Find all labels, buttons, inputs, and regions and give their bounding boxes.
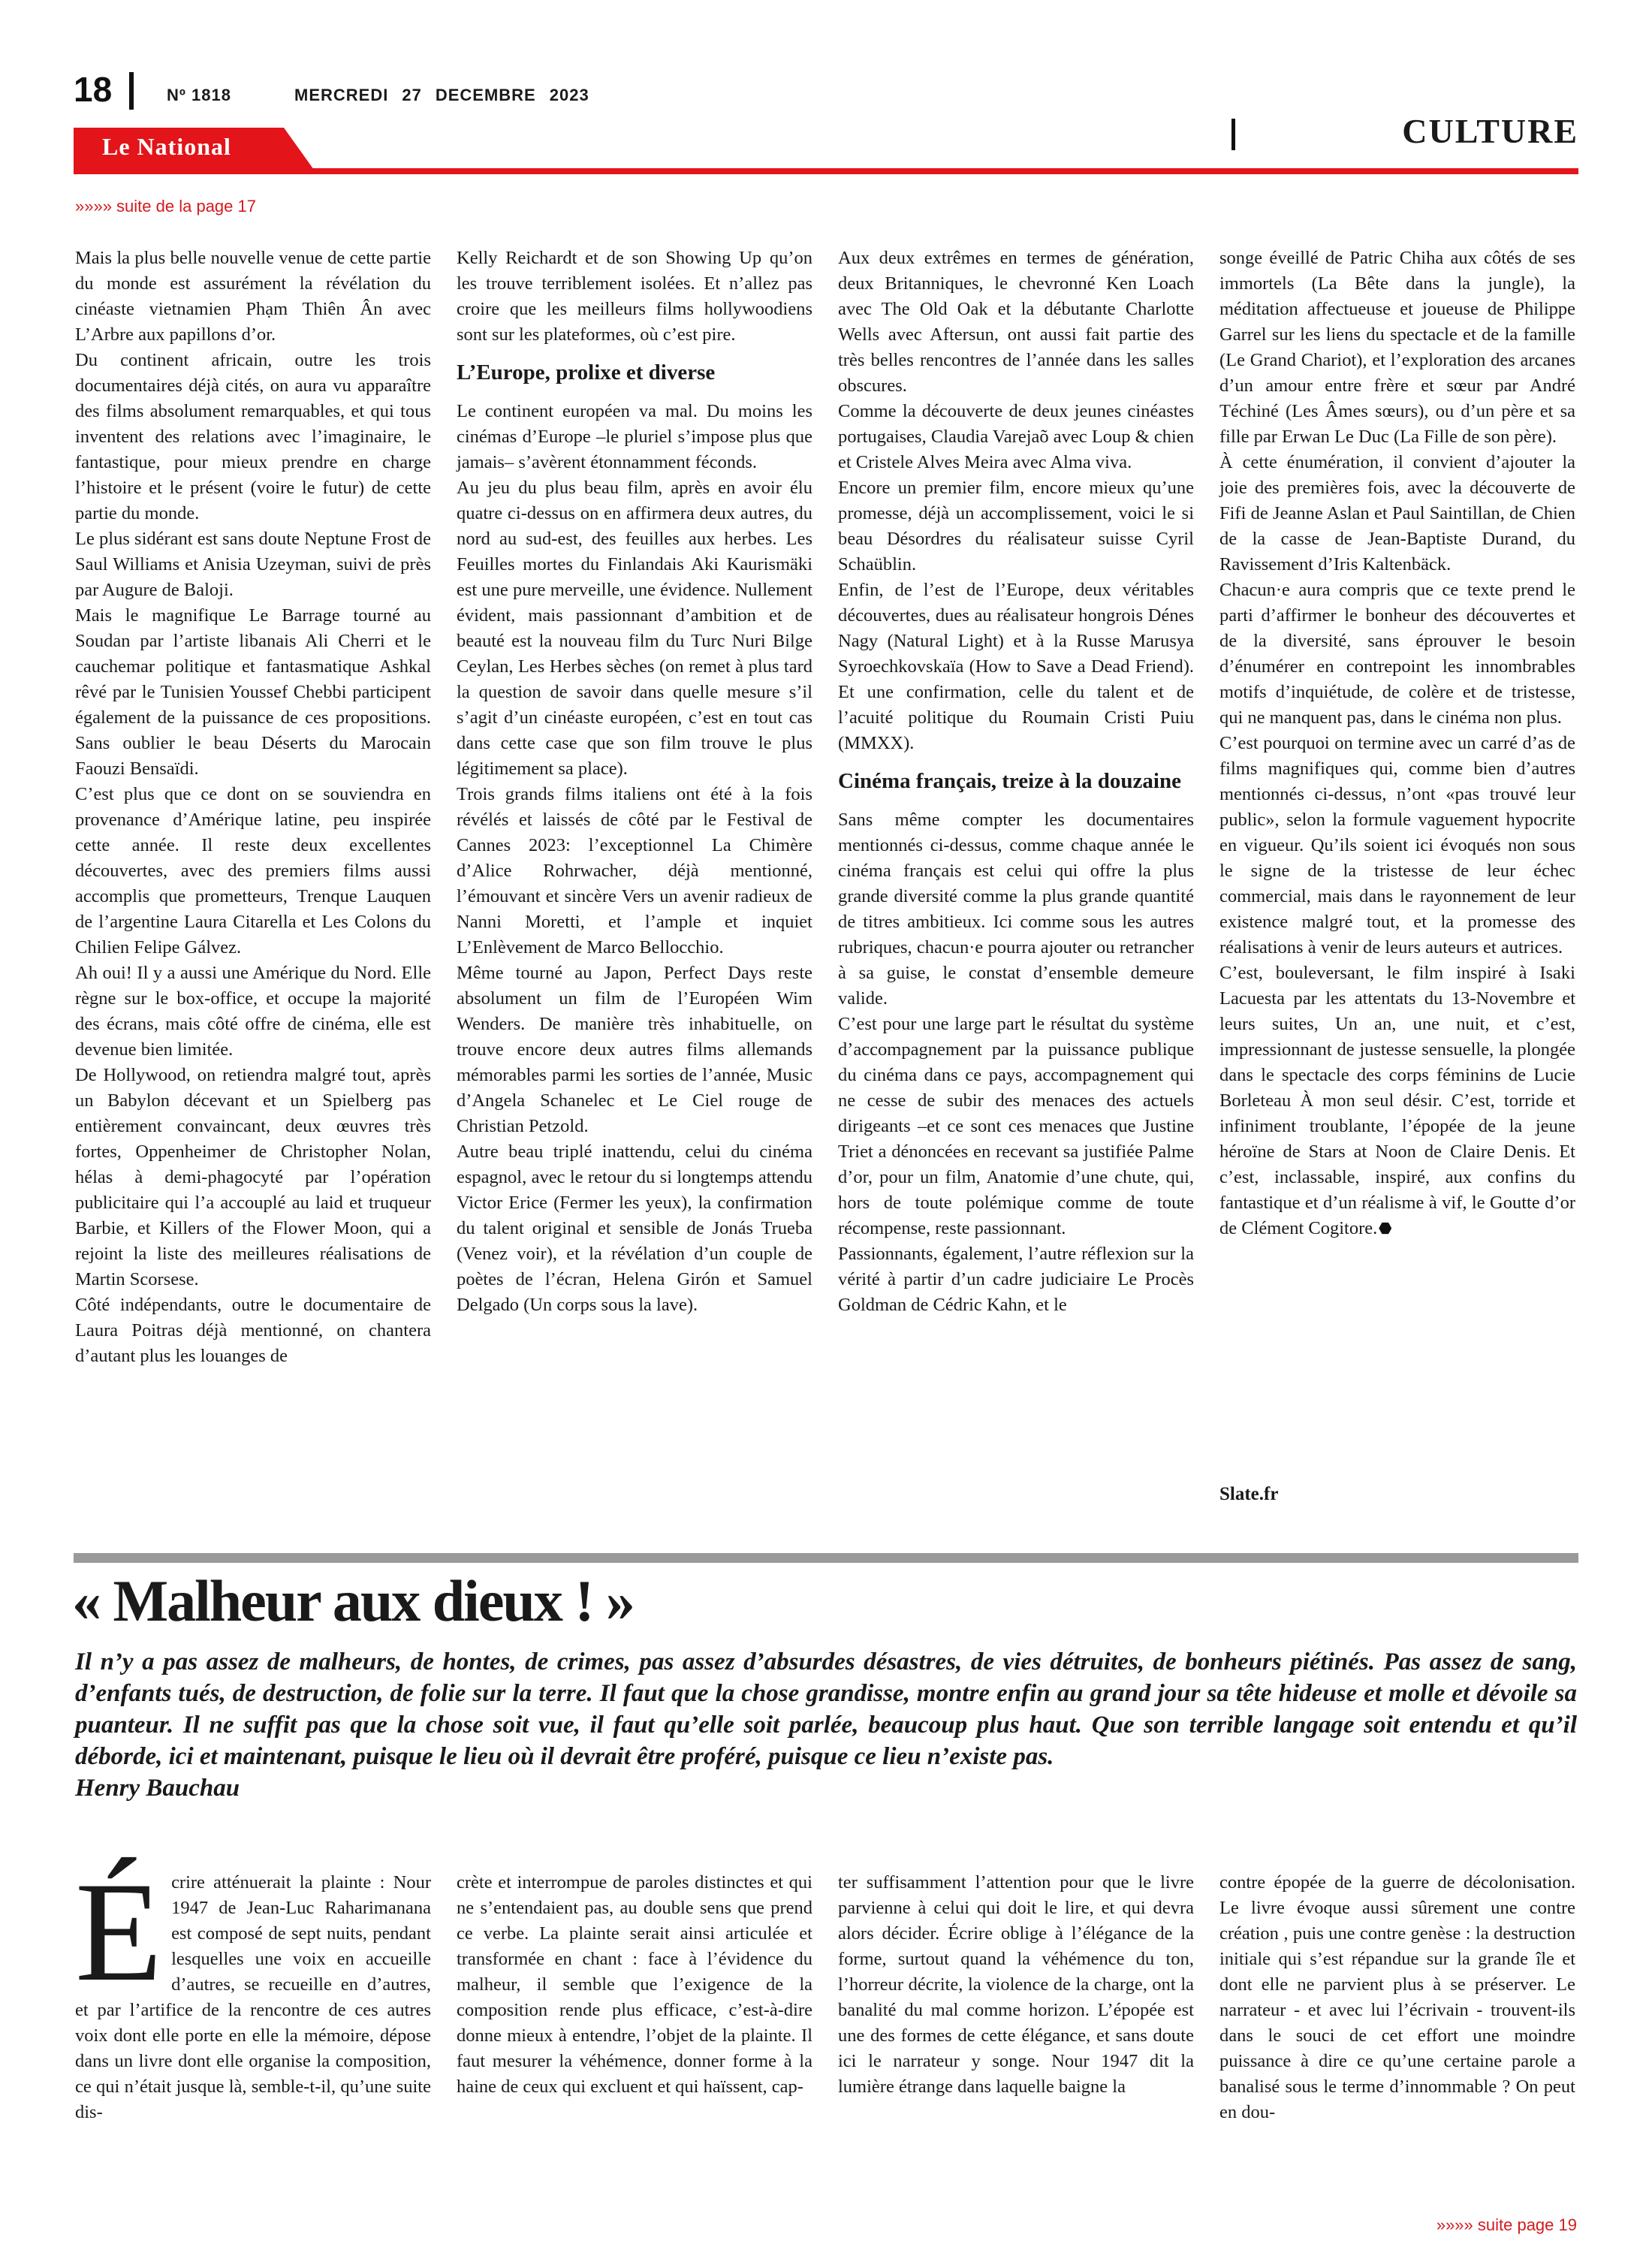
paragraph: Le continent européen va mal. Du moins les cinémas d’Europe –le pluriel s’impose plus que jamais– s’avèrent étonnamment féconds. — [457, 401, 812, 472]
subheading-cinema-francais: Cinéma français, treize à la douzaine — [838, 769, 1181, 793]
epigraph-text: Il n’y a pas assez de malheurs, de hontes, de crimes, pas assez d’absurdes désastres, de vies détruites, de bonheurs piétinés. Pas assez de sang, d’enfants tués, de destruction, de folie sur la terre. Il faut que la chose grandisse, montre enfin au grand jour sa tête hideuse et molle et dévoile sa puanteur. Il ne suffit pas que la chose soit vue, il faut qu’elle soit parlée, beaucoup plus haut. Que son terrible langage soit entendu et qu’il déborde, ici et maintenant, puisque le lieu où il devrait être proféré, puisque ce lieu n’existe pas. — [75, 1648, 1577, 1770]
paragraph: Ah oui! Il y a aussi une Amérique du Nord. Elle règne sur le box-office, et occupe la majorité des écrans, mais côté offre de cinéma, elle est devenue bien limitée. — [75, 963, 431, 1060]
paragraph: C’est pour une large part le résultat du système d’accompagnement par la puissance publique du cinéma dans ce pays, accompagnement qui ne cesse de subir des menaces des actuels dirigeants –et ce sont ces menaces que Justine Triet a dénoncées en recevant sa justifiée Palme d’or, pour un film, Anatomie d’une chute, qui, hors de toute polémique comme de toute récompense, reste passionnant. — [838, 1014, 1194, 1238]
epigraph — [75, 1646, 1577, 1804]
date-day: MERCREDI — [294, 86, 389, 104]
issue-number: Nº 1818 — [167, 86, 231, 104]
article1-column-3 — [838, 246, 1194, 1318]
paragraph: À cette énumération, il convient d’ajouter la joie des premières fois, avec la découverte de Fifi de Jeanne Aslan et Paul Saintillan, de Chien de la casse de Jean-Baptiste Durand, du Ravissement d’Iris Kaltenbäck. — [1219, 452, 1575, 575]
paragraph: Du continent africain, outre les trois documentaires déjà cités, on aura vu apparaître des films absolument remarquables, et qui tous inventent des relations avec l’imaginaire, le fantastique, pour mieux prendre en charge l’histoire et le présent (voire le futur) de cette partie du monde. — [75, 350, 431, 523]
section-title: CULTURE — [1402, 112, 1578, 150]
paragraph-text: C’est, bouleversant, le film inspiré à Isaki Lacuesta par les attentats du 13-Novembre et leurs suites, Un an, une nuit, et c’est, impressionnant de justesse sensuelle, la plongée dans le spectacle des corps féminins de Lucie Borleteau À mon seul désir. C’est, torride et infiniment troublante, l’épopée de la jeune héroïne de Stars at Noon de Claire Denis. Et c’est, inclassable, inspiré, aux confins du fantastique et d’un réalisme à vif, le Goutte d’or de Clément Cogitore. — [1219, 963, 1575, 1238]
paragraph: Passionnants, également, l’autre réflexion sur la vérité à partir d’un cadre judiciaire Le Procès Goldman de Cédric Kahn, et le — [838, 1244, 1194, 1315]
paragraph: C’est pourquoi on termine avec un carré d’as de films magnifiques qui, comme bien d’autres mentionnés ci-dessus, n’ont «pas trouvé leur public», selon la formule vaguement hypocrite en vigueur. Qu’ils soient ici évoqués non sous le signe de la tristesse de leur échec commercial, mais dans le rayonnement de leur existence malgré tout, et la promesse des réalisations à venir de leurs auteurs et autrices. — [1219, 733, 1575, 958]
issue-date — [294, 86, 603, 105]
article-separator — [74, 1553, 1578, 1563]
paragraph: crète et interrompue de paroles distinctes et qui ne s’entendaient pas, au double sens que prend ce verbe. La plainte serait ainsi articulée et transformée en chant : face à l’évidence du malheur, il semble que l’exigence de la composition rende plus efficace, c’est-à-dire donne mieux à entendre, l’objet de la plainte. Il faut mesurer la véhémence, donner forme à la haine de ceux qui excluent et qui haïssent, cap- — [457, 1872, 812, 2097]
paragraph: Kelly Reichardt et de son Showing Up qu’on les trouve terriblement isolées. Et n’allez pas croire que les meilleurs films hollywoodiens sont sur les plateformes, où c’est pire. — [457, 248, 812, 345]
paragraph: Autre beau triplé inattendu, celui du cinéma espagnol, avec le retour du si longtemps attendu Victor Erice (Fermer les yeux), la confirmation du talent original et sensible de Jonás Trueba (Venez voir), et la révélation d’un couple de poètes de l’écran, Helena Girón et Samuel Delgado (Un corps sous la lave). — [457, 1142, 812, 1315]
end-of-article-icon — [1379, 1222, 1391, 1235]
date-num: 27 — [402, 86, 422, 104]
section-divider — [1231, 119, 1235, 150]
article1-column-4 — [1219, 246, 1575, 1241]
paragraph: C’est plus que ce dont on se souviendra en provenance d’Amérique latine, peu inspirée cette année. Il reste deux excellentes découvertes, avec des premiers films aussi accomplis que prometteurs, Trenque Lauquen de l’argentine Laura Citarella et Les Colons du Chilien Felipe Gálvez. — [75, 784, 431, 958]
article2-column-2 — [457, 1870, 812, 2100]
page-number: 18 — [74, 70, 113, 109]
epigraph-author: Henry Bauchau — [75, 1775, 240, 1802]
article2-headline: « Malheur aux dieux ! » — [72, 1568, 634, 1633]
paragraph: Chacun·e aura compris que ce texte prend le parti d’affirmer le bonheur des découvertes et de la diversité, sans éprouver le besoin d’énumérer en contrepoint les innombrables motifs d’inquiétude, de colère et de tristesse, qui ne manquent pas, dans le cinéma non plus. — [1219, 580, 1575, 728]
paragraph: De Hollywood, on retiendra malgré tout, après un Babylon décevant et un Spielberg pas entièrement convaincant, deux œuvres très fortes, Oppenheimer de Christopher Nolan, hélas à demi-phagocyté par l’opération publicitaire qui l’a accouplé au laid et truqueur Barbie, et Killers of the Flower Moon, qui a rejoint la liste des meilleures réalisations de Martin Scorsese. — [75, 1065, 431, 1289]
article2-column-1 — [75, 1853, 431, 2125]
paragraph: Mais la plus belle nouvelle venue de cette partie du monde est assurément la révélation du cinéaste vietnamien Phạm Thiên Ân avec L’Arbre aux papillons d’or. — [75, 248, 431, 345]
paragraph: Le plus sidérant est sans doute Neptune Frost de Saul Williams et Anisia Uzeyman, suivi de près par Augure de Baloji. — [75, 529, 431, 600]
paragraph: Côté indépendants, outre le documentaire de Laura Poitras déjà mentionné, on chantera d’autant plus les louanges de — [75, 1295, 431, 1366]
paragraph: ter suffisamment l’attention pour que le livre parvienne à celui qui doit le lire, et qui devra alors décider. Écrire oblige à l’élégance de la forme, surtout quand la véhémence du ton, l’horreur décrite, la violence de la charge, ont la banalité du mal comme horizon. L’épopée est une des formes de cette élégance, et sans doute ici le narrateur y songe. Nour 1947 dit la lumière étrange dans laquelle baigne la — [838, 1872, 1194, 2097]
continued-from: »»»» suite de la page 17 — [75, 197, 256, 216]
article1-column-2 — [457, 246, 812, 1318]
paragraph: Comme la découverte de deux jeunes cinéastes portugaises, Claudia Varejaõ avec Loup & chien et Cristele Alves Meira avec Alma viva. — [838, 401, 1194, 472]
newspaper-logo: Le National — [102, 133, 231, 160]
header-rule — [74, 168, 1578, 174]
article1-column-1 — [75, 246, 431, 1369]
article-source: Slate.fr — [1219, 1484, 1279, 1504]
paragraph: Même tourné au Japon, Perfect Days reste absolument un film de l’Européen Wim Wenders. De manière très inhabituelle, on trouve encore deux autres films allemands mémorables parmi les sorties de l’année, Music d’Angela Schanelec et Le Ciel rouge de Christian Petzold. — [457, 963, 812, 1136]
continued-on: »»»» suite page 19 — [1436, 2215, 1577, 2234]
paragraph: Au jeu du plus beau film, après en avoir élu quatre ci-dessus on en affirmera deux autres, du nord au sud-est, des feuilles aux herbes. Les Feuilles mortes du Finlandais Aki Kaurismäki est une pure merveille, une évidence. Nullement évident, mais passionnant d’ambition et de beauté est la nouveau film du Turc Nuri Bilge Ceylan, Les Herbes sèches (on remet à plus tard la question de savoir dans quelle mesure s’il s’agit d’un cinéaste européen, c’est en tout cas dans cette case que son film trouve le plus légitimement sa place). — [457, 478, 812, 779]
paragraph — [1219, 961, 1575, 1241]
page-number-divider — [129, 72, 134, 110]
paragraph: Trois grands films italiens ont été à la fois révélés et laissés de côté par le Festival de Cannes 2023: l’exceptionnel La Chimère d’Alice Rohrwacher, déjà mentionné, l’émouvant et sincère Vers un avenir radieux de Nanni Moretti, et l’ample et inquiet L’Enlèvement de Marco Bellocchio. — [457, 784, 812, 958]
date-year: 2023 — [549, 86, 589, 104]
subheading-europe: L’Europe, prolixe et diverse — [457, 360, 716, 385]
drop-cap: É — [75, 1853, 163, 2011]
paragraph: crire atténuerait la plainte : Nour 1947 de Jean-Luc Raharimanana est composé de sept nuits, pendant lesquelles une voix en accueille d’autres, se recueille en d’autres, et par l’artifice de la rencontre de ces autres voix dont elle porte en elle la mémoire, dépose dans un livre dont elle organise la composition, ce qui n’était jusque là, semble-t-il, qu’une suite dis- — [75, 1872, 431, 2122]
paragraph: Sans même compter les documentaires mentionnés ci-dessus, comme chaque année le cinéma français est celui qui offre la plus grande diversité comme la plus grande quantité de titres ambitieux. Ici comme sous les autres rubriques, chacun·e pourra ajouter ou retrancher à sa guise, le constat d’ensemble demeure valide. — [838, 810, 1194, 1009]
article2-column-4 — [1219, 1870, 1575, 2125]
paragraph: Aux deux extrêmes en termes de génération, deux Britanniques, le chevronné Ken Loach avec The Old Oak et la débutante Charlotte Wells avec Aftersun, ont aussi fait partie des très belles rencontres de l’année dans les salles obscures. — [838, 248, 1194, 396]
paragraph: Encore un premier film, encore mieux qu’une promesse, déjà un accomplissement, voici le si beau Désordres du réalisateur suisse Cyril Schaüblin. — [838, 478, 1194, 575]
article2-column-3 — [838, 1870, 1194, 2100]
date-month: DECEMBRE — [435, 86, 536, 104]
paragraph: songe éveillé de Patric Chiha aux côtés de ses immortels (La Bête dans la jungle), la méditation affectueuse et joueuse de Philippe Garrel sur les liens du spectacle et de la famille (Le Grand Chariot), et l’exploration des arcanes d’un amour entre frère et sœur par André Téchiné (Les Âmes sœurs), ou d’un père et sa fille par Erwan Le Duc (La Fille de son père). — [1219, 248, 1575, 447]
paragraph: Mais le magnifique Le Barrage tourné au Soudan par l’artiste libanais Ali Cherri et le cauchemar politique et fantasmatique Ashkal rêvé par le Tunisien Youssef Chebbi participent également de la puissance de ces propositions. Sans oublier le beau Déserts du Marocain Faouzi Bensaïdi. — [75, 605, 431, 779]
paragraph: Enfin, de l’est de l’Europe, deux véritables découvertes, dues au réalisateur hongrois Dénes Nagy (Natural Light) et à la Russe Marusya Syroechkovskaïa (How to Save a Dead Friend). Et une confirmation, celle du talent et de l’acuité politique du Roumain Cristi Puiu (MMXX). — [838, 580, 1194, 753]
paragraph: contre épopée de la guerre de décolonisation. Le livre évoque aussi sûrement une contre création , puis une contre genèse : la destruction initiale qui s’est répandue sur la grande île et dont elle ne parvient plus à se préserver. Le narrateur - et avec lui l’écrivain - trouvent-ils dans le souci de cet effort une moindre puissance à dire ce qu’une certaine parole a banalisé sous le terme d’innommable ? On peut en dou- — [1219, 1872, 1575, 2122]
